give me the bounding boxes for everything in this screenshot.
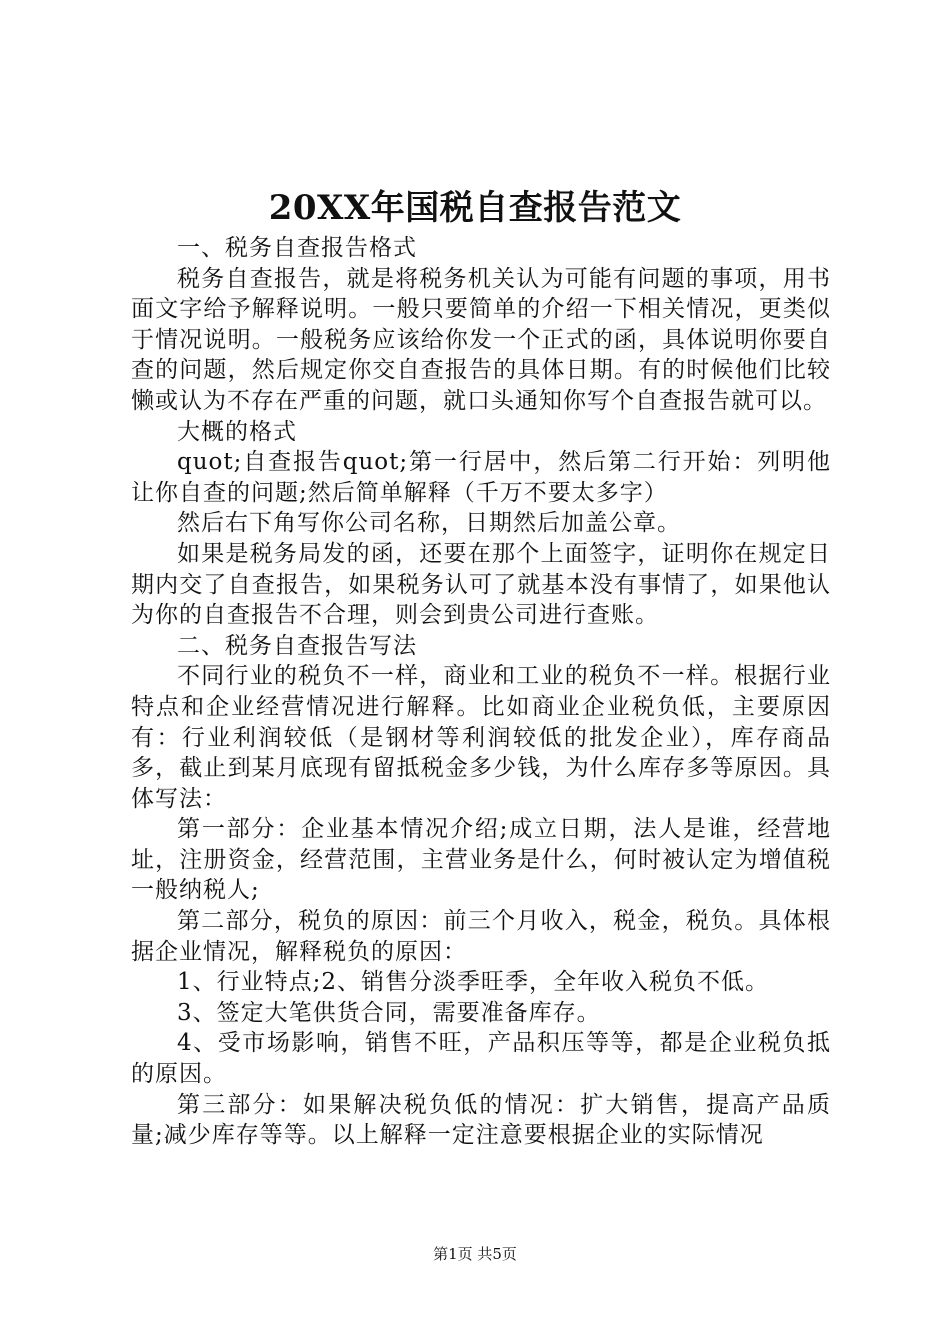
section-heading: 二、税务自查报告写法 (177, 632, 417, 659)
paragraph: 1、行业特点;2、销售分淡季旺季，全年收入税负不低。 (177, 969, 770, 996)
paragraph: 大概的格式 (177, 418, 297, 445)
paragraph: 税务自查报告，就是将税务机关认为可能有问题的事项，用书面文字给予解释说明。一般只要简单的介绍一下相关情况，更类似于情况说明。一般税务应该给你发一个正式的函，具体说明你要自查的问题，然后规定你交自查报告的具体日期。有的时候他们比较懒或认为不存在严重的问题，就口头通知你写个自查报告就可以。 (131, 265, 831, 414)
paragraph: quot;自查报告quot;第一行居中，然后第二行开始：列明他让你自查的问题;然后简单解释（千万不要太多字） (131, 449, 831, 506)
paragraph: 第二部分，税负的原因：前三个月收入，税金，税负。具体根据企业情况，解释税负的原因： (131, 908, 831, 965)
paragraph: 3、签定大笔供货合同，需要准备库存。 (177, 999, 601, 1026)
paragraph: 4、受市场影响，销售不旺，产品积压等等，都是企业税负抵的原因。 (131, 1030, 831, 1088)
paragraph: 如果是税务局发的函，还要在那个上面签字，证明你在规定日期内交了自查报告，如果税务认可了就基本没有事情了，如果他认为你的自查报告不合理，则会到贵公司进行查账。 (131, 540, 831, 629)
document-title: 20XX年国税自查报告范文 (268, 188, 682, 228)
paragraph: 然后右下角写你公司名称，日期然后加盖公章。 (177, 510, 681, 537)
paragraph: 第三部分：如果解决税负低的情况：扩大销售，提高产品质量;减少库存等等。以上解释一定注意要根据企业的实际情况 (131, 1091, 831, 1149)
paragraph: 不同行业的税负不一样，商业和工业的税负不一样。根据行业特点和企业经营情况进行解释。比如商业企业税负低，主要原因有：行业利润较低（是钢材等利润较低的批发企业），库存商品多，截止到某月底现有留抵税金多少钱，为什么库存多等原因。具体写法： (131, 663, 831, 812)
section-heading: 一、税务自查报告格式 (177, 235, 417, 261)
page-footer: 第1页 共5页 (433, 1245, 517, 1263)
paragraph: 第一部分：企业基本情况介绍;成立日期，法人是谁，经营地址，注册资金，经营范围，主营业务是什么，何时被认定为增值税一般纳税人; (131, 816, 831, 904)
document-body (131, 233, 831, 1151)
